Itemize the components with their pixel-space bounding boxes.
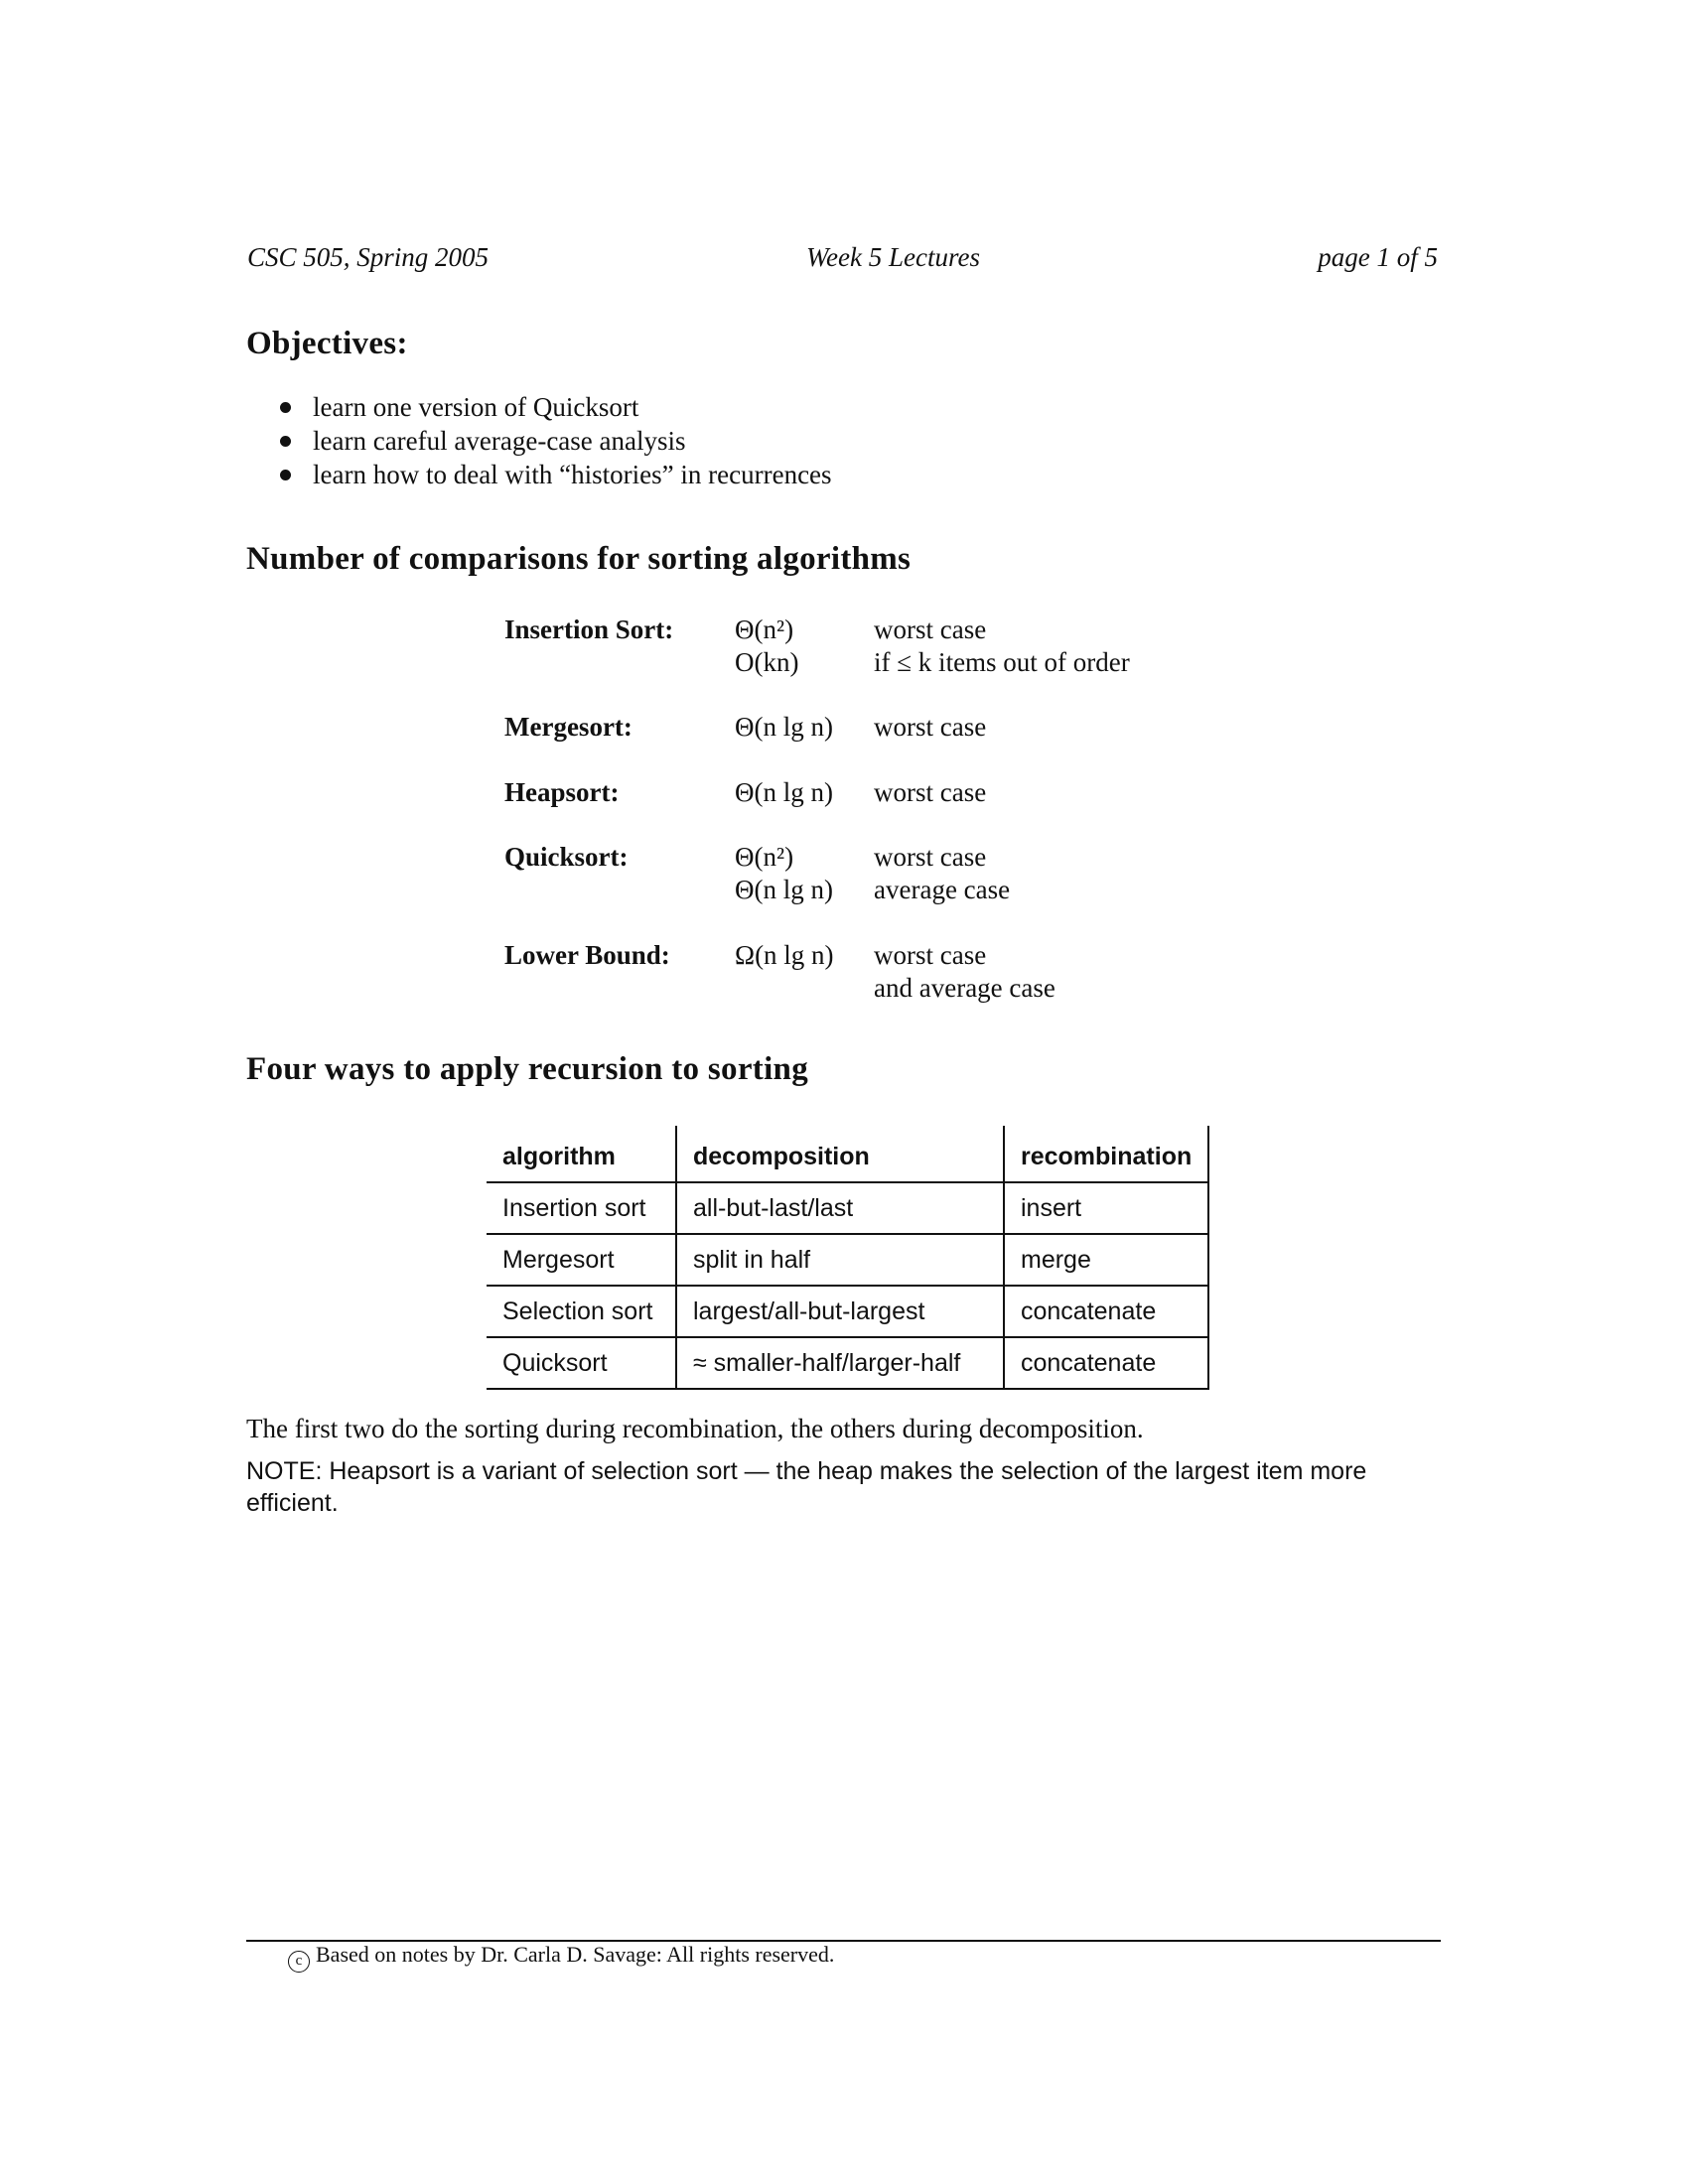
column-header: algorithm (487, 1126, 676, 1182)
table-row: Selection sort largest/all-but-largest concatenate (487, 1286, 1208, 1337)
recursion-heading: Four ways to apply recursion to sorting (246, 1051, 808, 1087)
objectives-heading: Objectives: (246, 326, 408, 361)
column-header: decomposition (676, 1126, 1004, 1182)
comparison-row-lower-bound: Lower Bound: Ω(n lg n) worst case and average case (504, 940, 1055, 1003)
table-row: Insertion sort all-but-last/last insert (487, 1182, 1208, 1234)
header-page-number: page 1 of 5 (1318, 242, 1438, 272)
comparison-row-insertion: Insertion Sort: Θ(n²) O(kn) worst case if ≤ k items out of order (504, 614, 1130, 677)
recursion-table (487, 1126, 1209, 1390)
list-item: learn how to deal with “histories” in recurrences (268, 458, 832, 491)
bullet-icon (280, 402, 291, 413)
comparisons-heading: Number of comparisons for sorting algorithms (246, 541, 912, 577)
list-item: learn one version of Quicksort (268, 390, 832, 424)
list-item: learn careful average-case analysis (268, 424, 832, 458)
comparison-row-quicksort: Quicksort: Θ(n²) Θ(n lg n) worst case average case (504, 842, 1011, 904)
comparison-row-heapsort: Heapsort: Θ(n lg n) worst case (504, 777, 987, 807)
table-header-row (487, 1126, 1208, 1182)
bullet-icon (280, 436, 291, 447)
objectives-list (268, 390, 832, 491)
header-course: CSC 505, Spring 2005 (247, 242, 490, 272)
note-paragraph: NOTE: Heapsort is a variant of selection sort — the heap makes the selection of the largest item more efficient. (246, 1457, 1367, 1517)
bullet-icon (280, 470, 291, 480)
column-header: recombination (1004, 1126, 1208, 1182)
copyright-icon: c (288, 1951, 310, 1973)
footer-text: Based on notes by Dr. Carla D. Savage: All rights reserved. (316, 1942, 835, 1967)
header-title: Week 5 Lectures (806, 242, 980, 272)
table-row: Mergesort split in half merge (487, 1234, 1208, 1286)
comparison-row-mergesort: Mergesort: Θ(n lg n) worst case (504, 712, 987, 742)
summary-paragraph: The first two do the sorting during recombination, the others during decomposition. (246, 1414, 1144, 1443)
footer (288, 1942, 834, 1973)
table-row: Quicksort ≈ smaller-half/larger-half concatenate (487, 1337, 1208, 1389)
